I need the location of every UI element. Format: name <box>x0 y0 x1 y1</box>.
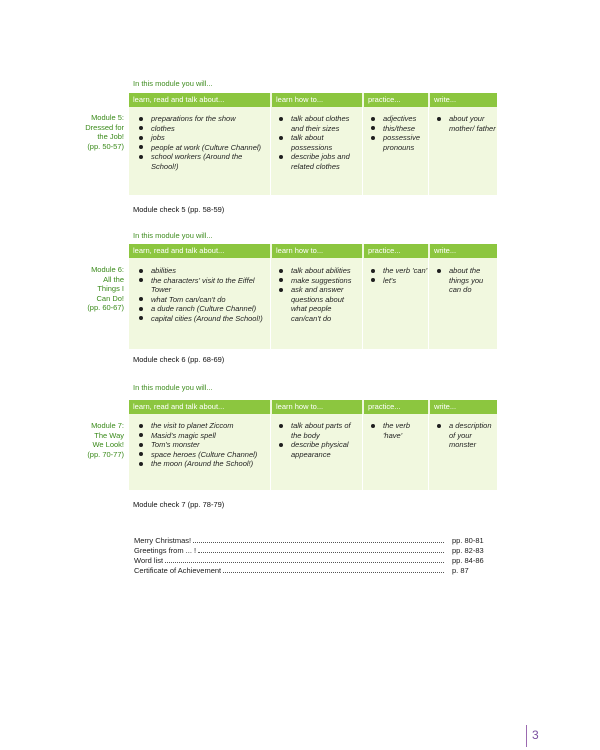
module-check: Module check 6 (pp. 68-69) <box>133 355 225 364</box>
dot-leader <box>193 536 444 543</box>
module-table <box>129 400 497 490</box>
list-item: about your mother/ father <box>436 114 497 133</box>
list-item: the verb 'can' <box>370 266 428 276</box>
header-write: write... <box>430 400 497 414</box>
module-check: Module check 5 (pp. 58-59) <box>133 205 225 214</box>
toc-pages: p. 87 <box>452 566 469 575</box>
toc-label: Merry Christmas! <box>134 536 192 545</box>
header-practice: practice... <box>364 244 428 258</box>
list-item: describe physical appearance <box>278 440 360 459</box>
list-item: adjectives <box>370 114 428 124</box>
list-item: people at work (Culture Channel) <box>138 143 268 153</box>
list-item: the moon (Around the School!) <box>138 459 268 469</box>
module-check: Module check 7 (pp. 78-79) <box>133 500 225 509</box>
header-how: learn how to... <box>272 244 362 258</box>
list-item: the characters' visit to the Eiffel Tower <box>138 276 268 295</box>
list-item: capital cities (Around the School!) <box>138 314 268 324</box>
list-item: preparations for the show <box>138 114 268 124</box>
toc-row <box>134 556 496 566</box>
list-item: ask and answer questions about what people can/can't do <box>278 285 360 323</box>
list-item: talk about possessions <box>278 133 360 152</box>
extra-contents <box>134 536 496 576</box>
list-item: abilities <box>138 266 268 276</box>
module-table <box>129 93 497 195</box>
header-how: learn how to... <box>272 93 362 107</box>
header-how: learn how to... <box>272 400 362 414</box>
learn-list <box>138 114 268 171</box>
table-header <box>129 244 497 258</box>
list-item: describe jobs and related clothes <box>278 152 360 171</box>
list-item: let's <box>370 276 428 286</box>
how-list <box>278 114 360 171</box>
page-number: 3 <box>526 725 548 747</box>
write-list <box>436 266 497 295</box>
header-learn: learn, read and talk about... <box>129 93 270 107</box>
header-write: write... <box>430 244 497 258</box>
module-title: Module 6: All the Things I Can Do! (pp. 60-67) <box>87 265 124 312</box>
how-list <box>278 421 360 459</box>
module-table <box>129 244 497 349</box>
list-item: talk about parts of the body <box>278 421 360 440</box>
list-item: space heroes (Culture Channel) <box>138 450 268 460</box>
list-item: the visit to planet Ziccom <box>138 421 268 431</box>
how-list <box>278 266 360 323</box>
module-intro: In this module you will... <box>133 383 213 392</box>
table-header <box>129 93 497 107</box>
list-item: Masid's magic spell <box>138 431 268 441</box>
toc-pages: pp. 80-81 <box>452 536 484 545</box>
learn-list <box>138 266 268 323</box>
toc-pages: pp. 84-86 <box>452 556 484 565</box>
list-item: a dude ranch (Culture Channel) <box>138 304 268 314</box>
list-item: jobs <box>138 133 268 143</box>
toc-row <box>134 546 496 556</box>
practice-list <box>370 114 428 152</box>
list-item: talk about abilities <box>278 266 360 276</box>
list-item: this/these <box>370 124 428 134</box>
dot-leader <box>165 556 444 563</box>
list-item: make suggestions <box>278 276 360 286</box>
header-write: write... <box>430 93 497 107</box>
list-item: clothes <box>138 124 268 134</box>
dot-leader <box>198 546 444 553</box>
list-item: what Tom can/can't do <box>138 295 268 305</box>
toc-row <box>134 566 496 576</box>
write-list <box>436 421 497 450</box>
write-list <box>436 114 497 133</box>
module-title: Module 7: The Way We Look! (pp. 70-77) <box>87 421 124 459</box>
module-intro: In this module you will... <box>133 79 213 88</box>
practice-list <box>370 266 428 285</box>
header-practice: practice... <box>364 93 428 107</box>
list-item: a description of your monster <box>436 421 497 450</box>
list-item: school workers (Around the School!) <box>138 152 268 171</box>
list-item: the verb 'have' <box>370 421 428 440</box>
header-practice: practice... <box>364 400 428 414</box>
header-learn: learn, read and talk about... <box>129 244 270 258</box>
toc-row <box>134 536 496 546</box>
list-item: possessive pronouns <box>370 133 428 152</box>
toc-label: Certificate of Achievement <box>134 566 222 575</box>
list-item: talk about clothes and their sizes <box>278 114 360 133</box>
practice-list <box>370 421 428 440</box>
learn-list <box>138 421 268 469</box>
toc-label: Greetings from ... ! <box>134 546 197 555</box>
list-item: Tom's monster <box>138 440 268 450</box>
dot-leader <box>223 566 444 573</box>
module-title: Module 5: Dressed for the Job! (pp. 50-57) <box>85 113 124 151</box>
toc-label: Word list <box>134 556 164 565</box>
table-header <box>129 400 497 414</box>
header-learn: learn, read and talk about... <box>129 400 270 414</box>
module-intro: In this module you will... <box>133 231 213 240</box>
list-item: about the things you can do <box>436 266 497 295</box>
toc-pages: pp. 82-83 <box>452 546 484 555</box>
